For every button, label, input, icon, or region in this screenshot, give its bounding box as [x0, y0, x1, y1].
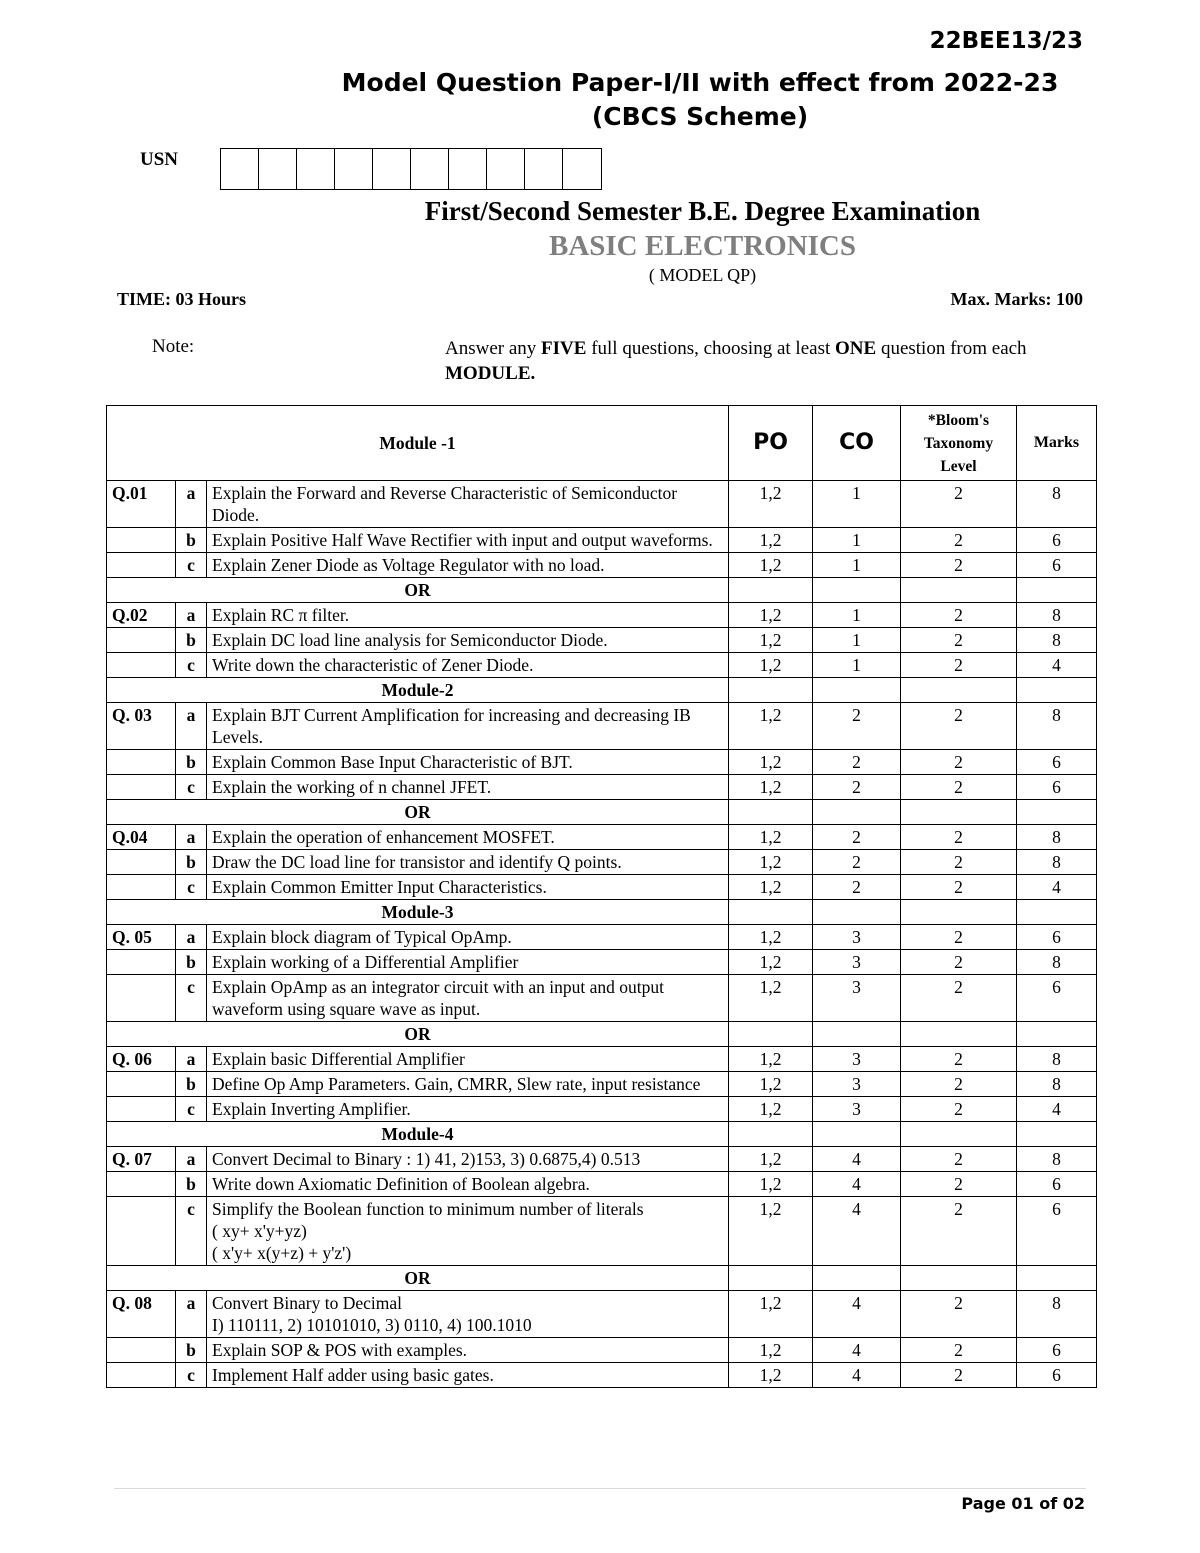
- usn-label: USN: [140, 149, 179, 170]
- table-row: [107, 1047, 1097, 1072]
- marks-value: 6: [1017, 1363, 1097, 1388]
- marks-value: 8: [1017, 603, 1097, 628]
- po-value: 1,2: [729, 603, 813, 628]
- question-part: a: [176, 603, 207, 628]
- note-emphasis: MODULE.: [445, 363, 536, 384]
- question-text: Explain Common Base Input Characteristic of BJT.: [207, 750, 729, 775]
- section-separator: OR: [107, 1266, 729, 1291]
- question-part: b: [176, 1172, 207, 1197]
- table-row: [107, 1197, 1097, 1266]
- empty-cell: [1017, 800, 1097, 825]
- question-number: Q. 08: [107, 1291, 176, 1338]
- blooms-level: 2: [901, 628, 1017, 653]
- blooms-level: 2: [901, 925, 1017, 950]
- usn-box[interactable]: [373, 149, 411, 189]
- question-text: Explain Positive Half Wave Rectifier with input and output waveforms.: [207, 528, 729, 553]
- note-emphasis: FIVE: [541, 338, 587, 359]
- table-row: [107, 925, 1097, 950]
- empty-cell: [1017, 1022, 1097, 1047]
- question-text: Explain block diagram of Typical OpAmp.: [207, 925, 729, 950]
- table-row: [107, 703, 1097, 750]
- po-value: 1,2: [729, 553, 813, 578]
- marks-value: 4: [1017, 875, 1097, 900]
- question-number: [107, 528, 176, 553]
- blooms-level: 2: [901, 850, 1017, 875]
- usn-box[interactable]: [525, 149, 563, 189]
- marks-value: 6: [1017, 775, 1097, 800]
- table-row: [107, 481, 1097, 528]
- blooms-level: 2: [901, 1291, 1017, 1338]
- blooms-level: 2: [901, 703, 1017, 750]
- po-value: 1,2: [729, 1338, 813, 1363]
- section-separator: OR: [107, 800, 729, 825]
- question-text: Explain Zener Diode as Voltage Regulator with no load.: [207, 553, 729, 578]
- co-value: 2: [813, 703, 901, 750]
- po-value: 1,2: [729, 1363, 813, 1388]
- question-part: a: [176, 481, 207, 528]
- empty-cell: [729, 1122, 813, 1147]
- question-number: [107, 975, 176, 1022]
- po-header: PO: [729, 406, 813, 481]
- blooms-level: 2: [901, 553, 1017, 578]
- question-text: Explain DC load line analysis for Semiconductor Diode.: [207, 628, 729, 653]
- marks-value: 4: [1017, 653, 1097, 678]
- question-part: b: [176, 850, 207, 875]
- subject-code: 22BEE13/23: [929, 28, 1083, 54]
- usn-box[interactable]: [487, 149, 525, 189]
- question-number: [107, 653, 176, 678]
- co-value: 4: [813, 1338, 901, 1363]
- blooms-level: 2: [901, 1338, 1017, 1363]
- blooms-level: 2: [901, 1047, 1017, 1072]
- table-header-row: [107, 406, 1097, 481]
- empty-cell: [729, 678, 813, 703]
- table-row: [107, 603, 1097, 628]
- question-number: [107, 1072, 176, 1097]
- question-part: b: [176, 950, 207, 975]
- usn-box[interactable]: [297, 149, 335, 189]
- table-row: [107, 1072, 1097, 1097]
- co-value: 2: [813, 825, 901, 850]
- note-emphasis: ONE: [835, 338, 877, 359]
- question-text: Implement Half adder using basic gates.: [207, 1363, 729, 1388]
- question-text: Draw the DC load line for transistor and identify Q points.: [207, 850, 729, 875]
- note-part: full questions, choosing at least: [586, 338, 835, 359]
- table-row: [107, 1363, 1097, 1388]
- question-text: Explain Inverting Amplifier.: [207, 1097, 729, 1122]
- marks-value: 8: [1017, 1291, 1097, 1338]
- question-part: b: [176, 628, 207, 653]
- po-value: 1,2: [729, 1047, 813, 1072]
- marks-value: 6: [1017, 1197, 1097, 1266]
- table-row: [107, 1338, 1097, 1363]
- question-part: c: [176, 875, 207, 900]
- blooms-level: 2: [901, 875, 1017, 900]
- blooms-level: 2: [901, 653, 1017, 678]
- co-value: 1: [813, 528, 901, 553]
- question-number: Q. 07: [107, 1147, 176, 1172]
- question-number: [107, 628, 176, 653]
- question-number: [107, 553, 176, 578]
- empty-cell: [813, 900, 901, 925]
- question-part: c: [176, 975, 207, 1022]
- co-value: 4: [813, 1147, 901, 1172]
- table-row: [107, 1147, 1097, 1172]
- marks-value: 8: [1017, 950, 1097, 975]
- marks-value: 8: [1017, 850, 1097, 875]
- question-part: c: [176, 653, 207, 678]
- question-number: [107, 875, 176, 900]
- marks-value: 6: [1017, 975, 1097, 1022]
- question-text: Convert Decimal to Binary : 1) 41, 2)153, 3) 0.6875,4) 0.513: [207, 1147, 729, 1172]
- blooms-level: 2: [901, 775, 1017, 800]
- empty-cell: [1017, 578, 1097, 603]
- co-value: 2: [813, 875, 901, 900]
- note-part: question from each: [876, 338, 1027, 359]
- table-row: [107, 975, 1097, 1022]
- table-row: [107, 1291, 1097, 1338]
- question-number: [107, 1363, 176, 1388]
- question-part: a: [176, 925, 207, 950]
- po-value: 1,2: [729, 850, 813, 875]
- blooms-level: 2: [901, 481, 1017, 528]
- co-header: CO: [813, 406, 901, 481]
- po-value: 1,2: [729, 825, 813, 850]
- question-part: b: [176, 750, 207, 775]
- module-1-heading: Module -1: [107, 406, 729, 481]
- usn-box[interactable]: [411, 149, 449, 189]
- question-text: Explain working of a Differential Amplifier: [207, 950, 729, 975]
- usn-box[interactable]: [221, 149, 259, 189]
- question-number: [107, 950, 176, 975]
- question-part: b: [176, 1338, 207, 1363]
- table-row: [107, 1097, 1097, 1122]
- marks-value: 8: [1017, 703, 1097, 750]
- section-separator: OR: [107, 578, 729, 603]
- po-value: 1,2: [729, 653, 813, 678]
- table-row: [107, 875, 1097, 900]
- question-number: [107, 1197, 176, 1266]
- paper-title-line2: (CBCS Scheme): [591, 102, 809, 131]
- section-separator-row: [107, 1266, 1097, 1291]
- question-table: [106, 405, 1097, 1388]
- question-text: Simplify the Boolean function to minimum number of literals ( xy+ x'y+yz) ( x'y+ x(y+z) + y'z'): [207, 1197, 729, 1266]
- question-number: [107, 1172, 176, 1197]
- co-value: 1: [813, 603, 901, 628]
- po-value: 1,2: [729, 775, 813, 800]
- blooms-level: 2: [901, 1072, 1017, 1097]
- po-value: 1,2: [729, 750, 813, 775]
- empty-cell: [813, 678, 901, 703]
- marks-value: 6: [1017, 553, 1097, 578]
- blooms-level: 2: [901, 603, 1017, 628]
- section-separator-row: [107, 1022, 1097, 1047]
- empty-cell: [901, 800, 1017, 825]
- question-number: Q. 05: [107, 925, 176, 950]
- question-part: a: [176, 703, 207, 750]
- section-separator: OR: [107, 1022, 729, 1047]
- po-value: 1,2: [729, 1147, 813, 1172]
- note-label: Note:: [152, 336, 195, 357]
- table-row: [107, 825, 1097, 850]
- empty-cell: [813, 1022, 901, 1047]
- blooms-level: 2: [901, 1197, 1017, 1266]
- blooms-level: 2: [901, 1172, 1017, 1197]
- empty-cell: [729, 1022, 813, 1047]
- question-text: Convert Binary to Decimal I) 110111, 2) 10101010, 3) 0110, 4) 100.1010: [207, 1291, 729, 1338]
- question-number: Q. 06: [107, 1047, 176, 1072]
- blooms-level: 2: [901, 1363, 1017, 1388]
- question-number: Q.04: [107, 825, 176, 850]
- po-value: 1,2: [729, 1097, 813, 1122]
- marks-value: 8: [1017, 628, 1097, 653]
- empty-cell: [901, 1266, 1017, 1291]
- section-separator-row: [107, 900, 1097, 925]
- co-value: 4: [813, 1197, 901, 1266]
- question-part: c: [176, 553, 207, 578]
- po-value: 1,2: [729, 925, 813, 950]
- blooms-level: 2: [901, 975, 1017, 1022]
- empty-cell: [729, 900, 813, 925]
- blooms-level: 2: [901, 825, 1017, 850]
- po-value: 1,2: [729, 1072, 813, 1097]
- co-value: 3: [813, 975, 901, 1022]
- co-value: 2: [813, 850, 901, 875]
- exam-title: First/Second Semester B.E. Degree Examination: [424, 196, 981, 226]
- marks-value: 8: [1017, 1072, 1097, 1097]
- blooms-level: 2: [901, 950, 1017, 975]
- usn-box[interactable]: [335, 149, 373, 189]
- po-value: 1,2: [729, 528, 813, 553]
- question-text: Write down the characteristic of Zener Diode.: [207, 653, 729, 678]
- exam-time: TIME: 03 Hours: [117, 289, 247, 309]
- co-value: 2: [813, 775, 901, 800]
- blooms-level: 2: [901, 750, 1017, 775]
- co-value: 3: [813, 1047, 901, 1072]
- empty-cell: [901, 578, 1017, 603]
- footer-divider: [114, 1488, 1086, 1489]
- question-part: c: [176, 1097, 207, 1122]
- empty-cell: [1017, 1266, 1097, 1291]
- question-number: Q. 03: [107, 703, 176, 750]
- po-value: 1,2: [729, 875, 813, 900]
- note-part: Answer any: [445, 338, 542, 359]
- empty-cell: [813, 800, 901, 825]
- question-number: [107, 850, 176, 875]
- question-text: Explain OpAmp as an integrator circuit with an input and output waveform using square wave as input.: [207, 975, 729, 1022]
- blooms-header: *Bloom's Taxonomy Level: [901, 406, 1017, 481]
- question-part: c: [176, 1363, 207, 1388]
- paper-title-line1: Model Question Paper-I/II with effect from 2022-23: [341, 68, 1059, 97]
- paper-title: [340, 66, 1060, 134]
- section-separator: Module-3: [107, 900, 729, 925]
- table-row: [107, 775, 1097, 800]
- empty-cell: [901, 1022, 1017, 1047]
- question-part: a: [176, 1147, 207, 1172]
- usn-box[interactable]: [563, 149, 601, 189]
- table-row: [107, 528, 1097, 553]
- question-part: c: [176, 1197, 207, 1266]
- section-separator-row: [107, 1122, 1097, 1147]
- section-separator-row: [107, 800, 1097, 825]
- page-number: Page 01 of 02: [961, 1494, 1085, 1513]
- blooms-level: 2: [901, 1147, 1017, 1172]
- po-value: 1,2: [729, 1172, 813, 1197]
- question-text: Define Op Amp Parameters. Gain, CMRR, Slew rate, input resistance: [207, 1072, 729, 1097]
- marks-value: 4: [1017, 1097, 1097, 1122]
- table-row: [107, 653, 1097, 678]
- empty-cell: [729, 800, 813, 825]
- co-value: 3: [813, 1097, 901, 1122]
- question-part: b: [176, 528, 207, 553]
- usn-box[interactable]: [259, 149, 297, 189]
- marks-value: 6: [1017, 1172, 1097, 1197]
- co-value: 3: [813, 950, 901, 975]
- co-value: 1: [813, 653, 901, 678]
- subject-title: BASIC ELECTRONICS: [548, 230, 856, 262]
- co-value: 1: [813, 628, 901, 653]
- question-text: Explain RC π filter.: [207, 603, 729, 628]
- question-text: Explain BJT Current Amplification for increasing and decreasing IB Levels.: [207, 703, 729, 750]
- co-value: 1: [813, 553, 901, 578]
- section-separator: Module-2: [107, 678, 729, 703]
- marks-value: 6: [1017, 925, 1097, 950]
- question-part: a: [176, 1047, 207, 1072]
- question-number: [107, 1097, 176, 1122]
- question-text: Explain the operation of enhancement MOSFET.: [207, 825, 729, 850]
- question-number: Q.01: [107, 481, 176, 528]
- blooms-level: 2: [901, 528, 1017, 553]
- empty-cell: [1017, 678, 1097, 703]
- question-number: [107, 750, 176, 775]
- marks-value: 8: [1017, 825, 1097, 850]
- marks-value: 8: [1017, 481, 1097, 528]
- marks-value: 8: [1017, 1147, 1097, 1172]
- co-value: 4: [813, 1172, 901, 1197]
- po-value: 1,2: [729, 1291, 813, 1338]
- usn-boxes[interactable]: [220, 148, 602, 190]
- table-row: [107, 950, 1097, 975]
- question-text: Explain the working of n channel JFET.: [207, 775, 729, 800]
- co-value: 4: [813, 1363, 901, 1388]
- usn-box[interactable]: [449, 149, 487, 189]
- empty-cell: [901, 678, 1017, 703]
- note-text: [445, 336, 1085, 386]
- empty-cell: [1017, 900, 1097, 925]
- blooms-level: 2: [901, 1097, 1017, 1122]
- marks-value: 8: [1017, 1047, 1097, 1072]
- co-value: 1: [813, 481, 901, 528]
- section-separator-row: [107, 578, 1097, 603]
- empty-cell: [729, 578, 813, 603]
- empty-cell: [813, 1122, 901, 1147]
- question-rows: [107, 481, 1097, 1388]
- table-row: [107, 553, 1097, 578]
- question-part: a: [176, 1291, 207, 1338]
- model-qp-label: ( MODEL QP): [648, 265, 757, 285]
- marks-value: 6: [1017, 528, 1097, 553]
- co-value: 3: [813, 925, 901, 950]
- po-value: 1,2: [729, 703, 813, 750]
- co-value: 3: [813, 1072, 901, 1097]
- co-value: 2: [813, 750, 901, 775]
- question-number: [107, 775, 176, 800]
- question-number: Q.02: [107, 603, 176, 628]
- empty-cell: [813, 1266, 901, 1291]
- question-text: Explain the Forward and Reverse Characteristic of Semiconductor Diode.: [207, 481, 729, 528]
- po-value: 1,2: [729, 481, 813, 528]
- po-value: 1,2: [729, 1197, 813, 1266]
- question-part: a: [176, 825, 207, 850]
- marks-value: 6: [1017, 1338, 1097, 1363]
- po-value: 1,2: [729, 628, 813, 653]
- max-marks: Max. Marks: 100: [950, 289, 1083, 309]
- empty-cell: [901, 900, 1017, 925]
- table-row: [107, 628, 1097, 653]
- section-separator: Module-4: [107, 1122, 729, 1147]
- table-row: [107, 750, 1097, 775]
- question-number: [107, 1338, 176, 1363]
- question-part: b: [176, 1072, 207, 1097]
- table-row: [107, 850, 1097, 875]
- po-value: 1,2: [729, 950, 813, 975]
- empty-cell: [729, 1266, 813, 1291]
- question-text: Explain basic Differential Amplifier: [207, 1047, 729, 1072]
- marks-value: 6: [1017, 750, 1097, 775]
- po-value: 1,2: [729, 975, 813, 1022]
- question-text: Explain Common Emitter Input Characteristics.: [207, 875, 729, 900]
- section-separator-row: [107, 678, 1097, 703]
- question-text: Write down Axiomatic Definition of Boolean algebra.: [207, 1172, 729, 1197]
- marks-header: Marks: [1017, 406, 1097, 481]
- table-row: [107, 1172, 1097, 1197]
- question-part: c: [176, 775, 207, 800]
- empty-cell: [901, 1122, 1017, 1147]
- co-value: 4: [813, 1291, 901, 1338]
- empty-cell: [813, 578, 901, 603]
- empty-cell: [1017, 1122, 1097, 1147]
- question-text: Explain SOP & POS with examples.: [207, 1338, 729, 1363]
